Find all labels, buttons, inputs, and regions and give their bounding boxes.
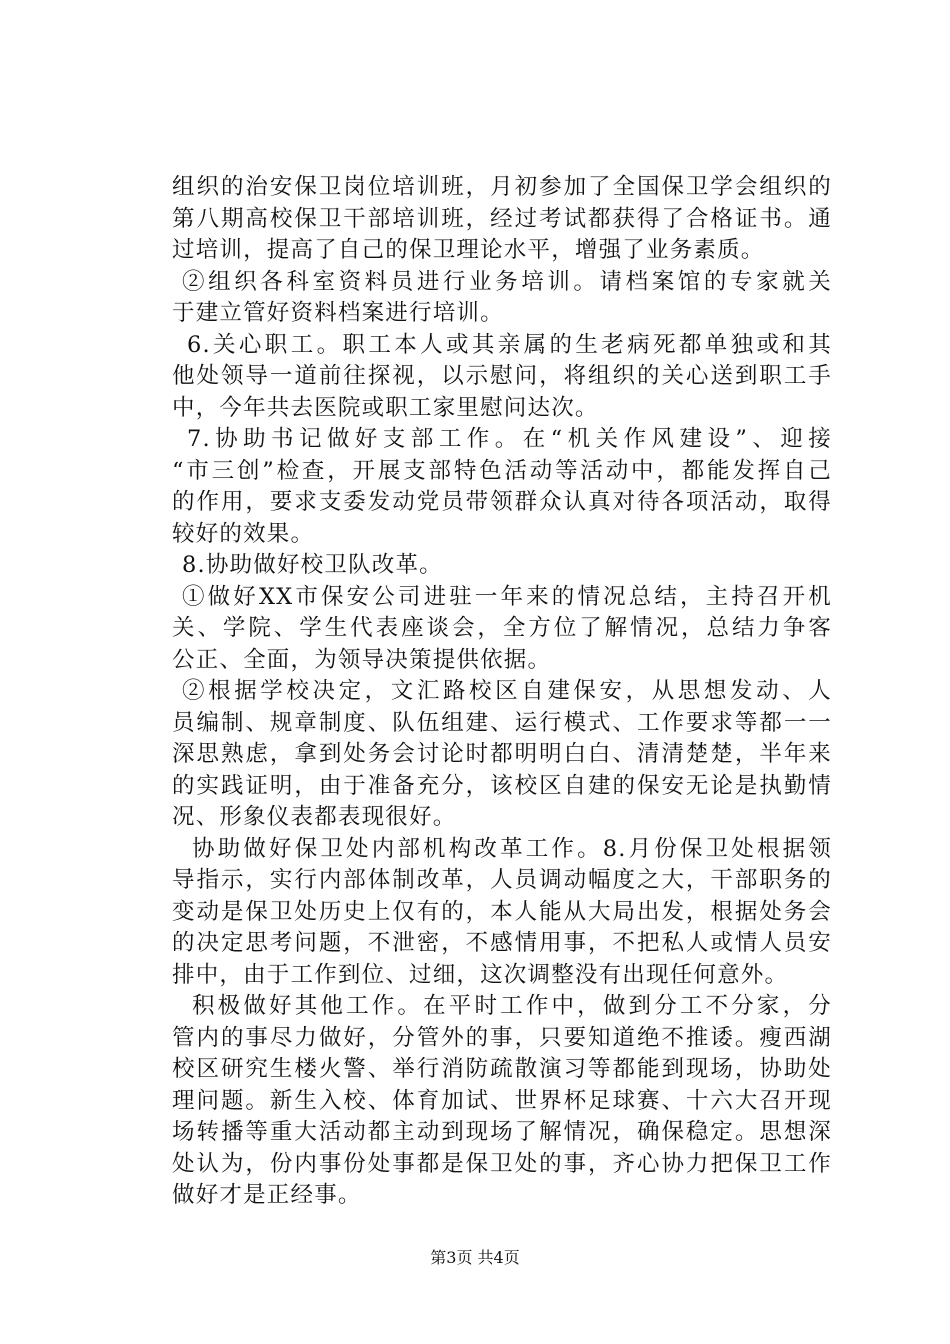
text-line: 关、学院、学生代表座谈会，全方位了解情况，总结力争客 <box>172 615 832 641</box>
text-line: 理问题。新生入校、体育加试、世界杯足球赛、十六大召开现 <box>172 1087 832 1114</box>
text-line: “市三创”检查，开展支部特色活动等活动中，都能发挥自己 <box>172 457 832 484</box>
page-number-footer: 第3页 共4页 <box>430 1248 520 1267</box>
text-line: 较好的效果。 <box>172 520 315 547</box>
text-line: 他处领导一道前往探视，以示慰问，将组织的关心送到职工手 <box>172 363 832 389</box>
text-line: 的实践证明，由于准备充分，该校区自建的保安无论是执勤情 <box>172 772 832 799</box>
text-line: 8.协助做好校卫队改革。 <box>182 552 443 578</box>
text-line: ①做好XX市保安公司进驻一年来的情况总结，主持召开机 <box>182 583 832 610</box>
text-line: 公正、全面，为领导决策提供依据。 <box>172 646 552 673</box>
text-line: 第八期高校保卫干部培训班，经过考试都获得了合格证书。通 <box>172 205 832 232</box>
document-body <box>172 172 832 1212</box>
text-line: 排中，由于工作到位、过细，这次调整没有出现任何意外。 <box>172 961 789 988</box>
text-line: 况、形象仪表都表现很好。 <box>172 804 457 830</box>
text-line: 积极做好其他工作。在平时工作中，做到分工不分家，分 <box>192 993 832 1019</box>
text-line: 7.协助书记做好支部工作。在“机关作风建设”、迎接 <box>187 426 832 452</box>
text-line: 管内的事尽力做好，分管外的事，只要知道绝不推诿。瘦西湖 <box>172 1024 832 1051</box>
text-line: 组织的治安保卫岗位培训班，月初参加了全国保卫学会组织的 <box>172 174 832 200</box>
text-line: 校区研究生楼火警、举行消防疏散演习等都能到现场，协助处 <box>172 1056 832 1082</box>
text-line: 员编制、规章制度、队伍组建、运行模式、工作要求等都一一 <box>172 709 832 736</box>
text-line: 深思熟虑，拿到处务会讨论时都明明白白、清清楚楚，半年来 <box>172 741 832 767</box>
text-line: 做好才是正经事。 <box>172 1182 362 1208</box>
text-line: 协助做好保卫处内部机构改革工作。8.月份保卫处根据领 <box>192 835 832 862</box>
text-line: 的作用，要求支委发动党员带领群众认真对待各项活动，取得 <box>172 489 832 515</box>
text-line: 导指示，实行内部体制改革，人员调动幅度之大，干部职务的 <box>172 867 832 893</box>
text-line: ②组织各科室资料员进行业务培训。请档案馆的专家就关 <box>182 268 832 295</box>
text-line: 6.关心职工。职工本人或其亲属的生老病死都单独或和其 <box>187 331 832 358</box>
text-line: 处认为，份内事份处事都是保卫处的事，齐心协力把保卫工作 <box>172 1150 832 1177</box>
text-line: 过培训，提高了自己的保卫理论水平，增强了业务素质。 <box>172 237 765 263</box>
text-line: ②根据学校决定，文汇路校区自建保安，从思想发动、人 <box>182 678 832 704</box>
text-line: 变动是保卫处历史上仅有的，本人能从大局出发，根据处务会 <box>172 898 832 925</box>
text-line: 的决定思考问题，不泄密，不感情用事，不把私人或情人员安 <box>172 930 832 956</box>
text-line: 于建立管好资料档案进行培训。 <box>172 300 504 326</box>
text-line: 中，今年共去医院或职工家里慰问达次。 <box>172 394 599 421</box>
text-line: 场转播等重大活动都主动到现场了解情况，确保稳定。思想深 <box>172 1119 832 1145</box>
